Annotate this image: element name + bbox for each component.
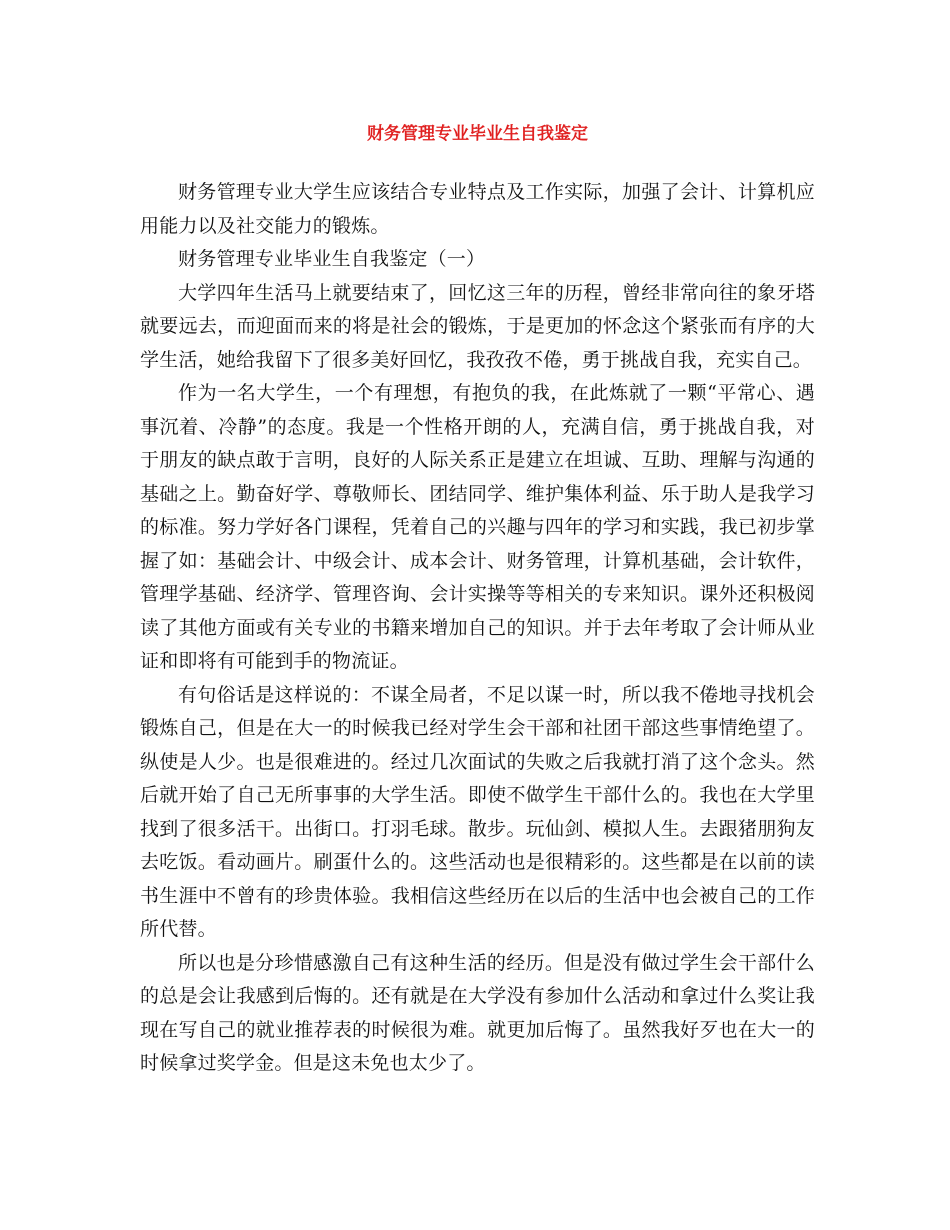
paragraph-college-memories: 大学四年生活马上就要结束了，回忆这三年的历程，曾经非常向往的象牙塔就要远去，而迎面而来的将是社会的锻炼，于是更加的怀念这个紧张而有序的大学生活，她给我留下了很多美好回忆，我孜孜不倦，勇于挑战自我，充实自己。 [140,281,815,371]
document-title: 财务管理专业毕业生自我鉴定 [367,124,588,144]
document-page [140,122,815,1081]
paragraph-college-life: 有句俗话是这样说的：不谋全局者，不足以谋一时，所以我不倦地寻找机会锻炼自己，但是在大一的时候我已经对学生会干部和社团干部这些事情绝望了。纵使是人少。也是很难进的。经过几次面试的失败之后我就打消了这个念头。然后就开始了自己无所事事的大学生活。即使不做学生干部什么的。我也在大学里找到了很多活干。出街口。打羽毛球。散步。玩仙剑、模拟人生。去跟猪朋狗友去吃饭。看动画片。刷蛋什么的。这些活动也是很精彩的。这些都是在以前的读书生涯中不曾有的珍贵体验。我相信这些经历在以后的生活中也会被自己的工作所代替。 [140,683,815,940]
paragraph-section-heading: 财务管理专业毕业生自我鉴定（一） [178,248,486,270]
paragraph-intro: 财务管理专业大学生应该结合专业特点及工作实际，加强了会计、计算机应用能力以及社交能力的锻炼。 [140,181,815,237]
paragraph-reflection: 所以也是分珍惜感激自己有这种生活的经历。但是没有做过学生会干部什么的总是会让我感到后悔的。还有就是在大学没有参加什么活动和拿过什么奖让我现在写自己的就业推荐表的时候很为难。就更加后悔了。虽然我好歹也在大一的时候拿过奖学金。但是这未免也太少了。 [140,951,815,1074]
paragraph-personality-and-study: 作为一名大学生，一个有理想，有抱负的我，在此炼就了一颗“平常心、遇事沉着、冷静”的态度。我是一个性格开朗的人，充满自信，勇于挑战自我，对于朋友的缺点敢于言明，良好的人际关系正是建立在坦诚、互助、理解与沟通的基础之上。勤奋好学、尊敬师长、团结同学、维护集体利益、乐于助人是我学习的标准。努力学好各门课程，凭着自己的兴趣与四年的学习和实践，我已初步掌握了如：基础会计、中级会计、成本会计、财务管理，计算机基础，会计软件，管理学基础、经济学、管理咨询、会计实操等等相关的专来知识。课外还积极阅读了其他方面或有关专业的书籍来增加自己的知识。并于去年考取了会计师从业证和即将有可能到手的物流证。 [140,382,815,672]
